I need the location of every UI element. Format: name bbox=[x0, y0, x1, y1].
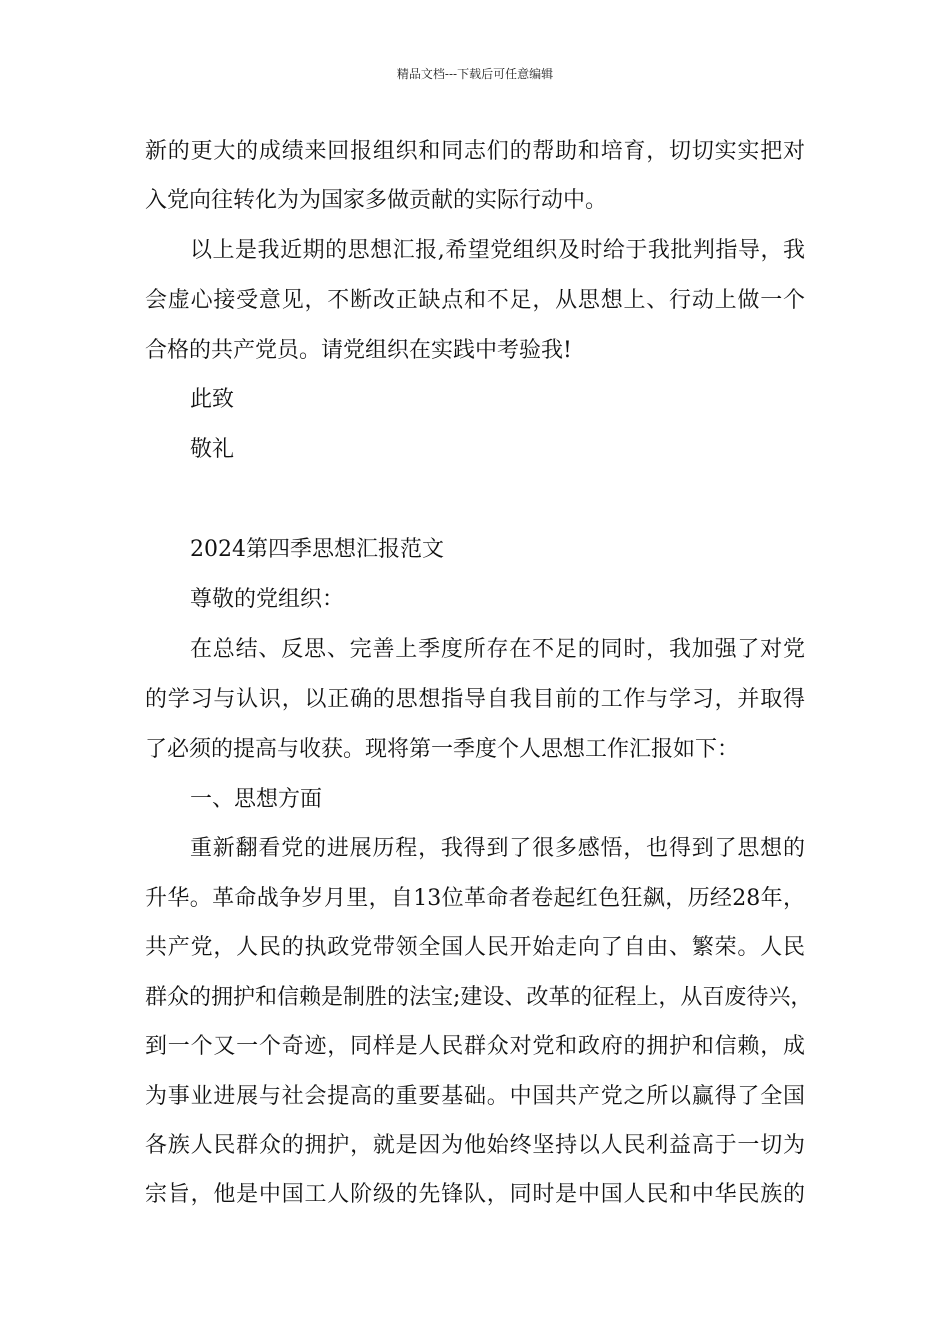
section-title: 2024第四季思想汇报范文 bbox=[190, 537, 444, 562]
subsection-heading: 一、思想方面 bbox=[190, 787, 323, 812]
body-text-line: 共产党，人民的执政党带领全国人民开始走向了自由、繁荣。人民 bbox=[145, 935, 805, 960]
body-text-line: 了必须的提高与收获。现将第一季度个人思想工作汇报如下： bbox=[145, 737, 740, 762]
body-text-line: 的学习与认识，以正确的思想指导自我目前的工作与学习，并取得 bbox=[145, 687, 805, 712]
closing-line: 敬礼 bbox=[190, 437, 235, 462]
salutation-line: 此致 bbox=[190, 387, 235, 412]
body-text-line: 到一个又一个奇迹，同样是人民群众对党和政府的拥护和信赖，成 bbox=[145, 1034, 805, 1059]
body-text-line: 各族人民群众的拥护，就是因为他始终坚持以人民利益高于一切为 bbox=[145, 1133, 805, 1158]
body-text-line: 新的更大的成绩来回报组织和同志们的帮助和培育，切切实实把对 bbox=[145, 139, 805, 164]
body-text-line: 为事业进展与社会提高的重要基础。中国共产党之所以赢得了全国 bbox=[145, 1084, 805, 1109]
body-text-line: 重新翻看党的进展历程，我得到了很多感悟，也得到了思想的 bbox=[190, 836, 805, 861]
body-text-line: 以上是我近期的思想汇报,希望党组织及时给于我批判指导，我 bbox=[190, 238, 805, 263]
greeting-line: 尊敬的党组织： bbox=[190, 587, 345, 612]
body-text-line: 会虚心接受意见，不断改正缺点和不足，从思想上、行动上做一个 bbox=[145, 288, 805, 313]
body-text-line: 群众的拥护和信赖是制胜的法宝;建设、改革的征程上，从百废待兴， bbox=[145, 985, 813, 1010]
body-text-line: 在总结、反思、完善上季度所存在不足的同时，我加强了对党 bbox=[190, 637, 805, 662]
body-text-line: 合格的共产党员。请党组织在实践中考验我! bbox=[145, 338, 572, 363]
page-header: 精品文档---下载后可任意编辑 bbox=[396, 67, 554, 81]
body-text-line: 升华。革命战争岁月里，自13位革命者卷起红色狂飙，历经28年， bbox=[145, 886, 805, 911]
body-text-line: 入党向往转化为为国家多做贡献的实际行动中。 bbox=[145, 188, 608, 213]
body-text-line: 宗旨，他是中国工人阶级的先锋队，同时是中国人民和中华民族的 bbox=[145, 1182, 805, 1207]
